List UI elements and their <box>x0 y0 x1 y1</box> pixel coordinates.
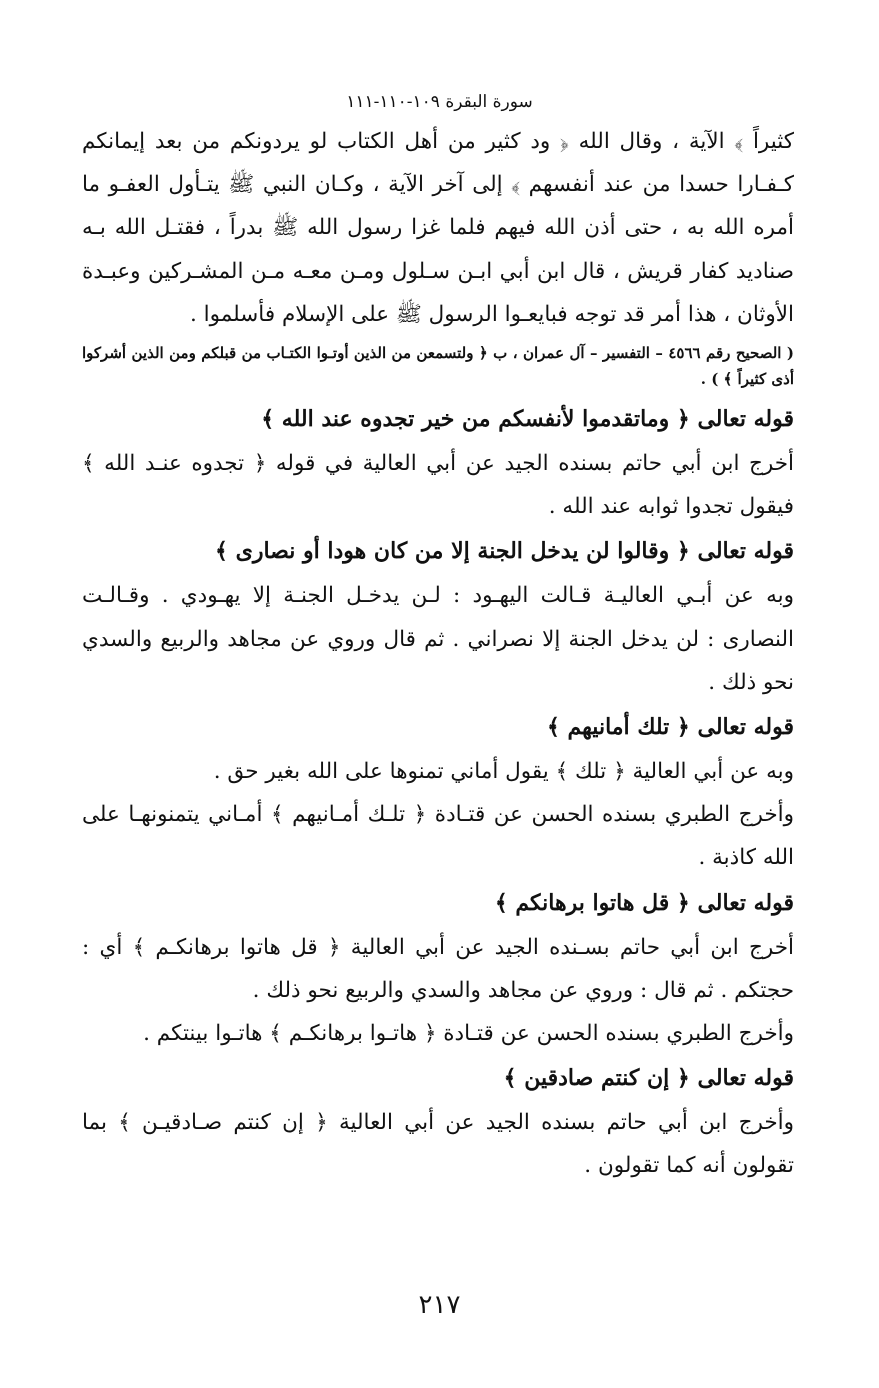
footnote-reference: ( الصحيح رقم ٤٥٦٦ – التفسير – آل عمران ، ب ﴿ ولتسمعن من الذين أوتـوا الكتـاب من قبلكم ومن الذين أشركوا أذى كثيراً ﴾ ) . <box>82 344 794 389</box>
paragraph: أخرج ابن أبي حاتم بسـنده الجيد عن أبي العالية ﴿ قل هاتوا برهانكـم ﴾ أي : حجتكم . ثم قال : وروي عن مجاهد والسدي والربيع نحو ذلك . <box>82 934 794 1003</box>
page-body <box>82 120 794 1188</box>
running-header: سورة البقرة ١٠٩-١١٠-١١١ <box>346 92 533 112</box>
paragraph: أخرج ابن أبي حاتم بسنده الجيد عن أبي العالية في قوله ﴿ تجدوه عنـد الله ﴾ فيقول تجدوا ثوابه عند الله . <box>82 451 794 520</box>
verse-heading: قوله تعالى ﴿ قل هاتوا برهانكم ﴾ <box>494 889 794 916</box>
verse-heading: قوله تعالى ﴿ تلك أمانيهم ﴾ <box>546 714 794 741</box>
verse-heading: قوله تعالى ﴿ إن كنتم صادقين ﴾ <box>503 1065 794 1092</box>
verse-heading: قوله تعالى ﴿ وقالوا لن يدخل الجنة إلا من كان هودا أو نصارى ﴾ <box>215 538 794 565</box>
paragraph: وأخرج ابن أبي حاتم بسنده الجيد عن أبي العالية ﴿ إن كنتم صـادقيـن ﴾ بما تقولون أنه كما تقولون . <box>82 1110 794 1179</box>
page-number: ٢١٧ <box>418 1290 461 1320</box>
paragraph: وبه عن أبي العالية ﴿ تلك ﴾ يقول أماني تمنوها على الله بغير حق . <box>213 759 794 785</box>
paragraph: وبه عن أبـي العاليـة قـالت اليهـود : لـن يدخـل الجنـة إلا يهـودي . وقـالـت النصارى : لن يدخل الجنة إلا نصراني . ثم قال وروي عن مجاهد والربيع والسدي نحو ذلك . <box>82 583 794 695</box>
paragraph: كثيراً ﴾ الآية ، وقال الله ﴿ ود كثير من أهل الكتاب لو يردونكم من بعد إيمانكم كـفـارا حسدا من عند أنفسهم ﴾ إلى آخر الآية ، وكـان النبي ﷺ يتـأول العفـو ما أمره الله به ، حتى أذن الله فيهم فلما غزا رسول الله ﷺ بدراً ، فقتـل الله بـه صناديد كفار قريش ، قال ابن أبي ابـن سـلول ومـن معـه مـن المشـركين وعبـدة الأوثان ، هذا أمر قد توجه فبايعـوا الرسول ﷺ على الإسلام فأسلموا . <box>82 129 794 327</box>
paragraph: وأخرج الطبري بسنده الحسن عن قتـادة ﴿ هاتـوا برهانكـم ﴾ هاتـوا بينتكم . <box>143 1021 794 1047</box>
verse-heading: قوله تعالى ﴿ وماتقدموا لأنفسكم من خير تجدوه عند الله ﴾ <box>261 406 794 433</box>
paragraph: وأخرج الطبري بسنده الحسن عن قتـادة ﴿ تلـك أمـانيهم ﴾ أمـاني يتمنونهـا على الله كاذبة . <box>82 802 794 871</box>
